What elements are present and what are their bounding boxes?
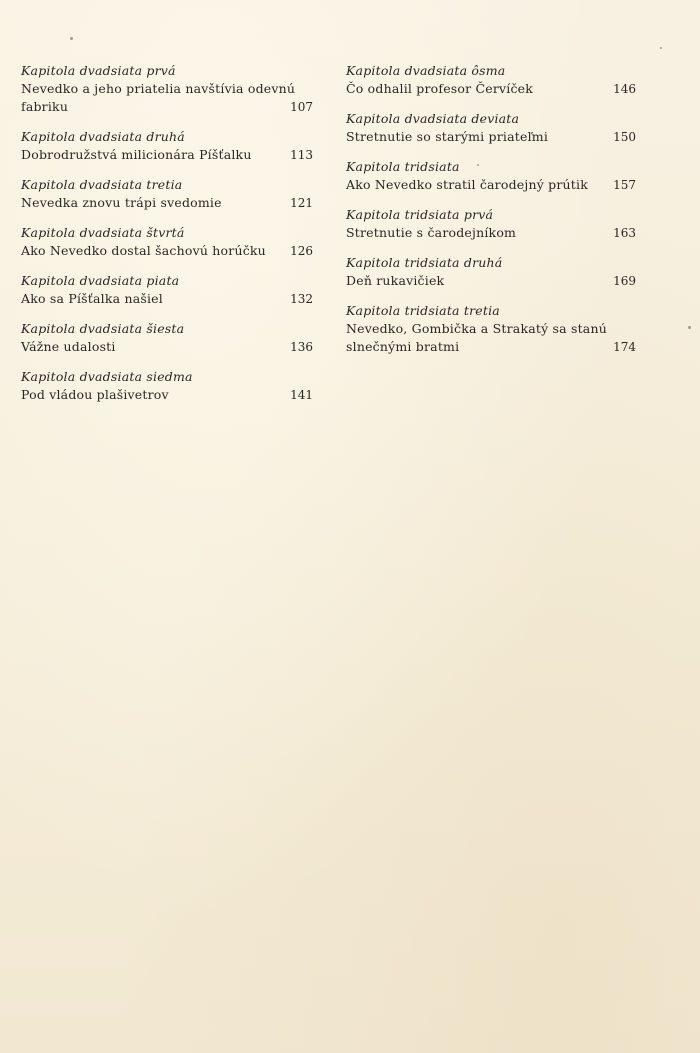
chapter-heading: Kapitola dvadsiata druhá [21,129,185,144]
chapter-title-line [21,386,313,404]
chapter-title: Vážne udalosti [21,339,116,354]
toc-column-right [346,62,636,356]
chapter-heading: Kapitola dvadsiata siedma [21,369,193,384]
toc-entry [21,128,313,164]
page-number: 157 [613,178,636,192]
page-number: 146 [613,82,636,96]
chapter-heading: Kapitola dvadsiata deviata [346,111,520,126]
chapter-title-line [21,290,313,308]
chapter-title: Pod vládou plašivetrov [21,387,169,402]
chapter-heading: Kapitola tridsiata prvá [346,207,494,222]
chapter-title-line [346,80,636,98]
page-number: 169 [613,274,636,288]
toc-column-left [21,62,313,404]
toc-entry [21,176,313,212]
chapter-title: Stretnutie s čarodejníkom [346,225,517,240]
page-number: 141 [290,388,313,402]
toc-entry [346,206,636,242]
chapter-heading: Kapitola dvadsiata šiesta [21,321,185,336]
chapter-title-line [21,194,313,212]
page-number: 150 [613,130,636,144]
toc-entry [21,272,313,308]
toc-entry [346,110,636,146]
chapter-heading: Kapitola tridsiata tretia [346,303,500,318]
chapter-title-line [21,98,313,116]
toc-entry [21,320,313,356]
page-number: 113 [290,148,313,162]
chapter-title: Nevedka znovu trápi svedomie [21,195,222,210]
chapter-title: Čo odhalil profesor Červíček [346,81,534,96]
chapter-heading: Kapitola tridsiata druhá [346,255,503,270]
page-number: 107 [290,100,313,114]
chapter-title-line [21,80,313,98]
chapter-title: Nevedko a jeho priatelia navštívia odevnú [21,81,296,96]
chapter-title: Ako Nevedko dostal šachovú horúčku [21,243,266,258]
page-number: 136 [290,340,313,354]
chapter-title-line [346,320,636,338]
chapter-title: Ako sa Píšťalka našiel [21,291,163,306]
chapter-title-line [21,146,313,164]
chapter-title-line [346,272,636,290]
chapter-heading: Kapitola dvadsiata tretia [21,177,183,192]
chapter-title: Nevedko, Gombička a Strakatý sa stanú [346,321,607,336]
chapter-heading: Kapitola dvadsiata prvá [21,63,176,78]
toc-entry [21,224,313,260]
chapter-heading: Kapitola tridsiata [346,159,460,174]
chapter-heading: Kapitola dvadsiata piata [21,273,180,288]
chapter-title-line [346,176,636,194]
toc-entry [21,368,313,404]
chapter-title: Ako Nevedko stratil čarodejný prútik [346,177,588,192]
paper-speck [70,37,73,40]
paper-speck [660,47,662,49]
chapter-title-line [346,338,636,356]
toc-entry [346,302,636,356]
page-number: 121 [290,196,313,210]
page-number: 126 [290,244,313,258]
toc-entry [346,158,636,194]
chapter-heading: Kapitola dvadsiata ôsma [346,63,506,78]
page-number: 163 [613,226,636,240]
toc-entry [346,62,636,98]
chapter-title: Stretnutie so starými priateľmi [346,129,549,144]
paper-speck [688,326,691,329]
chapter-title: Deň rukavičiek [346,273,445,288]
chapter-title-line [21,338,313,356]
page-number: 132 [290,292,313,306]
toc-entry [346,254,636,290]
chapter-title-line [21,242,313,260]
chapter-title-line [346,224,636,242]
toc-entry [21,62,313,116]
chapter-title: slnečnými bratmi [346,339,460,354]
chapter-title: fabriku [21,99,69,114]
chapter-heading: Kapitola dvadsiata štvrtá [21,225,185,240]
page-number: 174 [613,340,636,354]
chapter-title: Dobrodružstvá milicionára Píšťalku [21,147,252,162]
chapter-title-line [346,128,636,146]
